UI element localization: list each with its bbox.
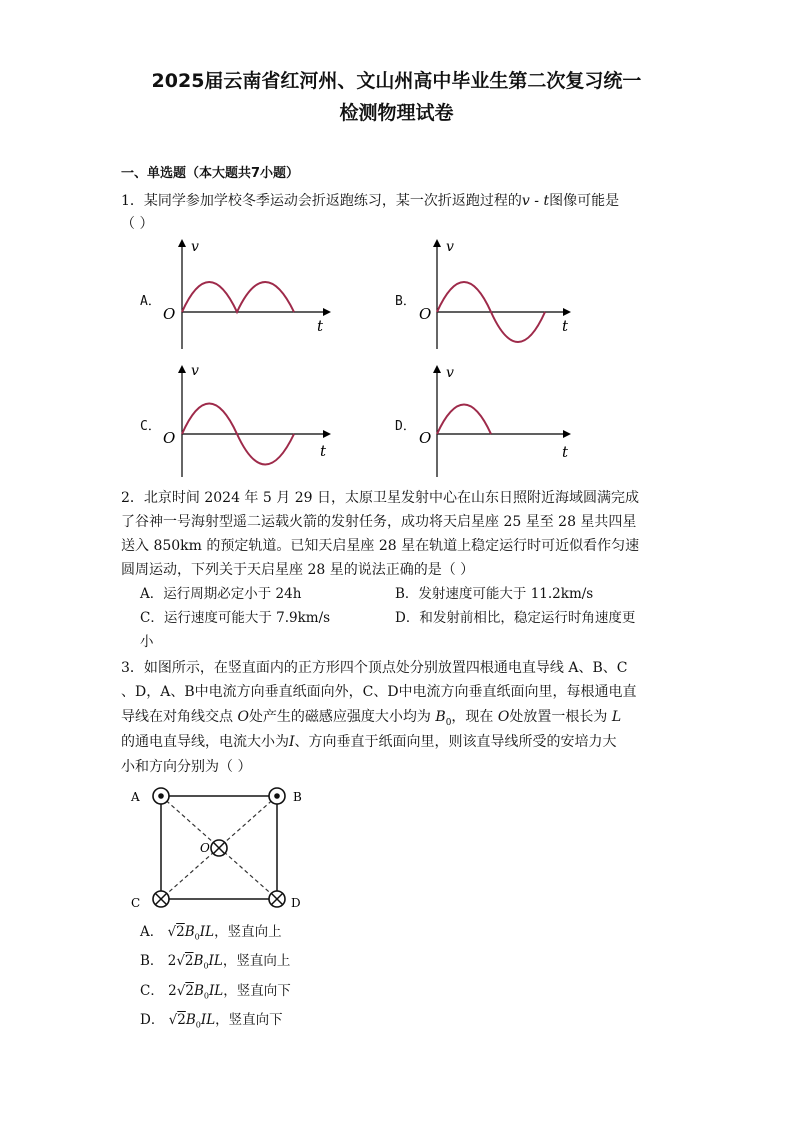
q1-graph-a[interactable] <box>155 237 355 352</box>
question-1-paren: （ ） <box>121 216 154 232</box>
paper-title-line1: 2025届云南省红河州、文山州高中毕业生第二次复习统一 <box>151 70 642 92</box>
q1d-t-label: t <box>562 443 569 461</box>
wire-o-in-icon <box>211 840 227 856</box>
q1b-v-label: v <box>446 239 454 255</box>
q2-option-d-cont: 小 <box>140 634 154 650</box>
q1d-v-label: v <box>446 365 454 381</box>
label-b: B <box>293 790 302 804</box>
sqrt2-icon: √2 <box>167 924 185 940</box>
paper-title-line2: 检测物理试卷 <box>339 102 454 124</box>
q1a-curve <box>182 282 294 312</box>
q1c-origin-label: O <box>163 429 176 447</box>
q1b-t-label: t <box>562 317 569 335</box>
label-c: C <box>131 896 141 910</box>
q2-option-d[interactable]: D．和发射前相比，稳定运行时角速度更 <box>395 610 636 626</box>
q1-option-b-label[interactable]: B． <box>395 294 416 309</box>
q1c-v-label: v <box>191 363 199 379</box>
q1a-origin-label: O <box>163 305 176 323</box>
question-3-line5: 小和方向分别为（ ） <box>121 759 252 775</box>
q1-option-d-label[interactable]: D． <box>395 419 416 434</box>
section-heading: 一、单选题（本大题共7小题） <box>121 166 300 181</box>
label-d: D <box>291 896 301 910</box>
q3-option-b[interactable]: B． $2√2B_0IL$，竖直向上 <box>140 953 291 971</box>
q1-option-c-label[interactable]: C． <box>140 419 161 434</box>
q1-graph-c[interactable] <box>155 363 355 478</box>
question-1-stem <box>121 187 681 216</box>
question-2-line1: 2．北京时间 2024 年 5 月 29 日，太原卫星发射中心在山东日照附近海域圆满完成 <box>121 490 639 506</box>
q1c-t-label: t <box>320 442 327 460</box>
question-1-text-a: 1．某同学参加学校冬季运动会折返跑练习，某一次折返跑过程的 <box>121 193 522 209</box>
question-2-line2: 了谷神一号海射型遥二运载火箭的发射任务，成功将天启星座 25 星至 28 星共四星 <box>121 514 637 530</box>
sqrt2-icon: √2 <box>176 953 194 969</box>
wire-b-out-icon <box>269 788 285 804</box>
q1a-t-label: t <box>317 317 324 335</box>
q2-option-a[interactable]: A．运行周期必定小于 24h <box>140 586 302 602</box>
wire-a-out-icon <box>153 788 169 804</box>
q1b-origin-label: O <box>419 305 432 323</box>
q3-option-d[interactable]: D． $√2B_0IL$，竖直向下 <box>140 1012 283 1030</box>
sqrt2-icon: √2 <box>176 983 194 999</box>
q1d-curve <box>437 405 491 435</box>
q3-option-c[interactable]: C． $2√2B_0IL$，竖直向下 <box>140 983 291 1001</box>
question-3-line1: 3．如图所示，在竖直面内的正方形四个顶点处分别放置四根通电直导线 A、B、C <box>121 660 628 676</box>
question-3-line2: 、D，A、B中电流方向垂直纸面向外，C、D中电流方向垂直纸面向里，每根通电直 <box>121 684 637 700</box>
label-a: A <box>131 790 140 804</box>
question-2-line4: 圆周运动，下列关于天启星座 28 星的说法正确的是（ ） <box>121 562 475 578</box>
label-o: O <box>200 841 210 855</box>
question-2-line3: 送入 850km 的预定轨道。已知天启星座 28 星在轨道上稳定运行时可近似看作匀速 <box>121 538 640 554</box>
q1-option-a-label[interactable]: A． <box>140 294 161 309</box>
q1a-v-label: v <box>191 239 199 255</box>
question-3-line4: 的通电直导线，电流大小为I、方向垂直于纸面向里，则该直导线所受的安培力大 <box>121 734 617 750</box>
q1-graph-d[interactable] <box>410 363 610 478</box>
question-1-text-b: 图像可能是 <box>549 193 620 209</box>
question-1-var: v - t <box>521 193 550 209</box>
q3-square-figure <box>125 783 310 913</box>
q1-graph-b[interactable] <box>410 237 610 352</box>
wire-d-in-icon <box>269 891 285 907</box>
sqrt2-icon: √2 <box>168 1012 186 1028</box>
q2-option-c[interactable]: C．运行速度可能大于 7.9km/s <box>140 610 331 626</box>
wire-c-in-icon <box>153 891 169 907</box>
q1d-origin-label: O <box>419 429 432 447</box>
question-3-line3: 导线在对角线交点 O处产生的磁感应强度大小均为 $B_0$，现在 O处放置一根长为 L <box>121 709 622 728</box>
q2-option-b[interactable]: B．发射速度可能大于 11.2km/s <box>395 586 594 602</box>
q3-option-a[interactable]: A． $√2B_0IL$，竖直向上 <box>140 924 282 942</box>
